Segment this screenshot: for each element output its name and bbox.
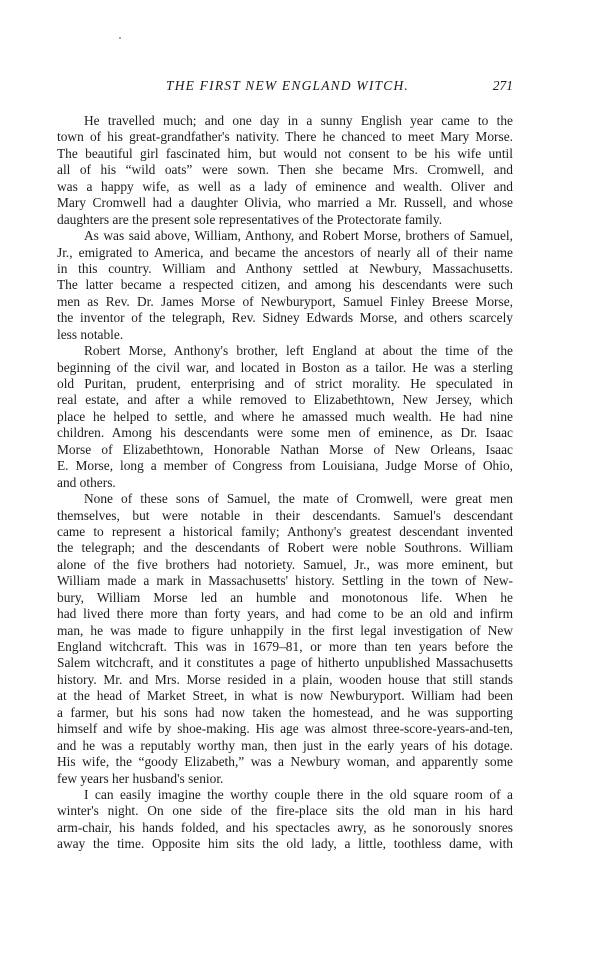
text-line: He travelled much; and one day in a sunny English year came to the	[84, 113, 513, 128]
text-line: Morse of Elizabethtown, Honorable Nathan Morse of New Orleans, Isaac	[57, 441, 513, 457]
text-line: bury, William Morse led an humble and monotonous life. When he	[57, 589, 513, 605]
text-line: None of these sons of Samuel, the mate of Cromwell, were great men	[84, 491, 513, 507]
text-line: real estate, and after a while removed to Elizabethtown, New Jersey, which	[57, 392, 513, 408]
text-line: man, he was made to figure unhappily in the first legal investigation of New	[57, 622, 513, 638]
text-line: As was said above, William, Anthony, and Robert Morse, brothers of Samuel,	[84, 228, 513, 244]
text-line: old Puritan, prudent, enterprising and of strict morality. He speculated in	[57, 376, 513, 391]
text-line: history. Mr. and Mrs. Morse resided in a plain, wooden house that still stands	[57, 671, 513, 687]
text-line: himself and wife by shoe-making. His age was almost three-score-years-and-ten,	[57, 721, 513, 737]
text-line: and he was a reputably worthy man, then just in the early years of his dotage.	[57, 737, 513, 753]
text-line: had lived there more than forty years, and had come to be an old and infirm	[57, 606, 513, 622]
paragraph	[57, 343, 513, 491]
text-line: Jr., emigrated to America, and became the ancestors of nearly all of their name	[57, 244, 513, 260]
text-line: the inventor of the telegraph, Rev. Sidney Edwards Morse, and others scarcely	[57, 310, 513, 326]
body-text	[57, 113, 513, 853]
text-line: E. Morse, long a member of Congress from Louisiana, Judge Morse of Ohio,	[57, 458, 513, 474]
text-line: themselves, but were notable in their descendants. Samuel's descendant	[57, 507, 513, 523]
text-line: winter's night. On one side of the fire-place sits the old man in his hard	[57, 803, 513, 819]
text-line: The beautiful girl fascinated him, but would not consent to be his wife until	[57, 145, 513, 161]
text-line: away the time. Opposite him sits the old lady, a little, toothless dame, with	[57, 836, 513, 852]
text-line: men as Rev. Dr. James Morse of Newburyport, Samuel Finley Breese Morse,	[57, 293, 513, 309]
text-line: a farmer, but his sons had now taken the homestead, and he was supporting	[57, 704, 513, 720]
text-line: England witchcraft. This was in 1679–81, or more than ten years before the	[57, 639, 513, 654]
text-line: all of his “wild oats” were sown. Then she became Mrs. Cromwell, and	[57, 162, 513, 178]
text-line: less notable.	[57, 326, 124, 342]
text-line: The latter became a respected citizen, and among his descendants were such	[57, 277, 513, 293]
text-line: and others.	[57, 474, 116, 490]
paragraph	[57, 491, 513, 787]
text-line: William made a mark in Massachusetts' history. Settling in the town of New-	[57, 573, 513, 589]
text-line: His wife, the “goody Elizabeth,” was a Newbury woman, and apparently some	[57, 754, 513, 770]
running-title: THE FIRST NEW ENGLAND WITCH.	[166, 78, 409, 93]
text-line: in this country. William and Anthony settled at Newbury, Massachusetts.	[57, 260, 513, 276]
paragraph	[57, 113, 513, 228]
paragraph	[57, 228, 513, 343]
text-line: was a happy wife, as well as a lady of eminence and wealth. Oliver and	[57, 178, 513, 194]
text-line: arm-chair, his hands folded, and his spectacles awry, as he sonorously snores	[57, 819, 513, 835]
text-line: children. Among his descendants were some men of eminence, as Dr. Isaac	[57, 425, 513, 441]
text-line: few years her husband's senior.	[57, 770, 224, 786]
paragraph	[57, 787, 513, 853]
text-line: beginning of the civil war, and located in Boston as a tailor. He was a sterling	[57, 359, 513, 375]
text-line: at the head of Market Street, in what is now Newburyport. William had been	[57, 688, 513, 704]
text-line: place he helped to settle, and where he amassed much wealth. He had nine	[57, 408, 513, 424]
text-line: daughters are the present sole representatives of the Protectorate family.	[57, 211, 443, 227]
text-line: town of his great-grandfather's nativity. There he chanced to meet Mary Morse.	[57, 129, 513, 145]
text-line: Salem witchcraft, and it constitutes a page of hitherto unpublished Massachusetts	[57, 655, 513, 671]
text-line: Robert Morse, Anthony's brother, left England at about the time of the	[84, 343, 513, 359]
text-line: alone of the five brothers had notoriety. Samuel, Jr., was more eminent, but	[57, 556, 513, 572]
paper-speck	[119, 37, 121, 39]
text-line: the telegraph; and the descendants of Robert were noble Southrons. William	[57, 540, 513, 556]
text-line: I can easily imagine the worthy couple there in the old square room of a	[84, 786, 513, 802]
page-number: 271	[492, 78, 513, 93]
running-head	[60, 78, 515, 96]
text-line: came to represent a historical family; Anthony's greatest descendant invented	[57, 523, 513, 539]
text-line: Mary Cromwell had a daughter Olivia, who married a Mr. Russell, and whose	[57, 195, 513, 211]
